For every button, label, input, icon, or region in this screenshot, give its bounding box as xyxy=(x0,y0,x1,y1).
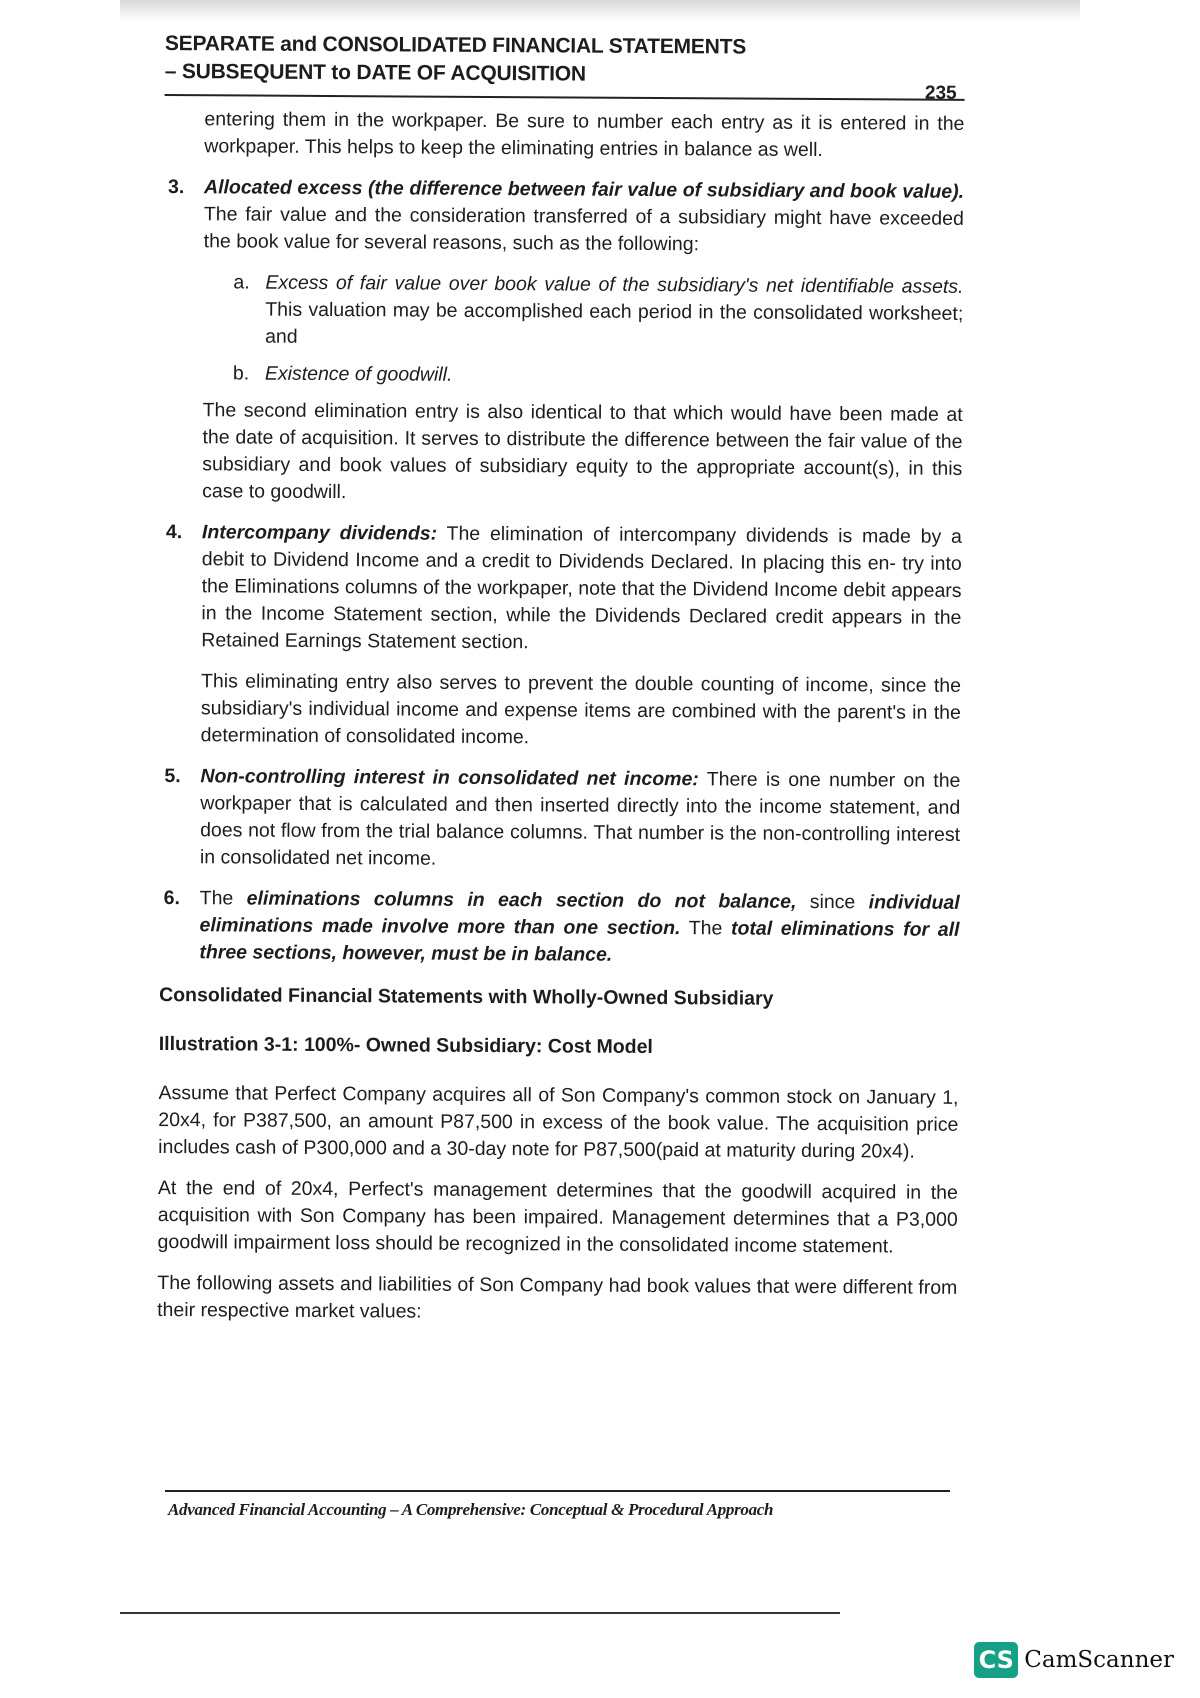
item-6-mid: since xyxy=(809,890,856,914)
item-5-text: There is one number on the workpaper that is calculated and then inserted directly into the income statement, and does not flow from the trial balance columns. That number is the non-controlling interest in consolidated net income. xyxy=(199,768,961,870)
item-4-paragraph xyxy=(201,519,962,659)
chapter-title: SEPARATE and CONSOLIDATED FINANCIAL STATEMENTS xyxy=(164,31,747,59)
illustration-paragraph-2: At the end of 20x4, Perfect's management determines that the goodwill acquired in the acquisition with Son Company has been impaired. Management determines that a P3,000 goodwill impairment loss should be recognized in the consolidated income statement. xyxy=(157,1176,958,1258)
continuation-paragraph: entering them in the workpaper. Be sure to number each entry as it is entered in the workpaper. This helps to keep the eliminating entries in balance as well. xyxy=(204,108,965,162)
footer-divider xyxy=(165,1490,950,1492)
scan-shadow xyxy=(120,0,1080,22)
list-item-4 xyxy=(161,519,962,754)
page-edge-line xyxy=(120,1612,840,1614)
camscanner-logo-icon: CS xyxy=(974,1642,1018,1678)
sub-item-letter: b. xyxy=(232,362,250,385)
item-number: 4. xyxy=(165,521,183,544)
item-4-lead: Intercompany dividends: xyxy=(201,521,438,545)
sub-item-a-text: This valuation may be accomplished each period in the consolidated worksheet; and xyxy=(265,298,964,348)
book-footer: Advanced Financial Accounting – A Comprehensive: Conceptual & Procedural Approach xyxy=(168,1500,774,1519)
item-4-paragraph-2: This eliminating entry also serves to prevent the double counting of income, since the subsidiary's individual income and expense items are combined with the parent's in the determination of consolidated income. xyxy=(200,670,962,749)
item-5-paragraph xyxy=(200,763,961,876)
illustration-paragraph-1: Assume that Perfect Company acquires all of Son Company's common stock on January 1, 20x4, for P387,500, an amount P87,500 in excess of the book value. The acquisition price includes cash of P300,000 and a 30-day note for P87,500(paid at maturity during 20x4). xyxy=(158,1081,959,1163)
list-item-5 xyxy=(160,763,961,876)
item-6-mid-2: The xyxy=(688,917,723,940)
item-6-bold-2: individual eliminations made involve more than one section. xyxy=(199,891,960,940)
sub-item-b xyxy=(203,360,963,392)
sub-item-a xyxy=(203,269,963,355)
illustration-paragraph-3: The following assets and liabilities of Son Company had book values that were different from their respective market values: xyxy=(157,1271,958,1323)
list-item-3 xyxy=(162,174,964,510)
sub-item-letter: a. xyxy=(233,271,250,294)
page-number: 235 xyxy=(924,82,957,104)
item-4-text: The elimination of intercompany dividends is made by a debit to Dividend Income and a credit to Dividends Declared. In placing this en- try into the Eliminations columns of the workpaper, note that the Dividend Income debit appears in the Income Statement section, while the Dividends Declared credit appears in the Retained Earnings Statement section. xyxy=(201,522,962,654)
book-page xyxy=(157,30,965,1343)
sub-item-b-text: Existence of goodwill. xyxy=(264,362,453,386)
item-number: 6. xyxy=(163,887,181,910)
chapter-subtitle: – SUBSEQUENT to DATE OF ACQUISITION xyxy=(164,59,586,86)
page-body xyxy=(157,106,964,1329)
header-divider xyxy=(165,94,965,101)
item-6-bold-3: total eliminations for all three sections, however, must be in balance. xyxy=(199,917,960,966)
sub-item-a-italic: Excess of fair value over book value of the subsidiary's net identifiable assets. xyxy=(265,271,964,298)
item-number: 5. xyxy=(164,765,181,788)
list-item-6 xyxy=(159,885,959,971)
item-5-lead: Non-controlling interest in consolidated net income: xyxy=(200,765,699,791)
section-heading: Consolidated Financial Statements with Wholly-Owned Subsidiary xyxy=(159,983,774,1010)
item-3-paragraph xyxy=(204,174,964,260)
item-3-text: The fair value and the consideration transferred of a subsidiary might have exceeded the book value for several reasons, such as the following: xyxy=(203,203,964,256)
illustration-heading: Illustration 3-1: 100%- Owned Subsidiary: Cost Model xyxy=(158,1032,653,1058)
item-6-paragraph xyxy=(199,885,959,971)
camscanner-name: CamScanner xyxy=(1024,1647,1174,1673)
item-6-pre: The xyxy=(199,887,234,910)
item-3-paragraph-2: The second elimination entry is also identical to that which would have been made at the date of acquisition. It serves to distribute the difference between the fair value of the subsidiary and book values of subsidiary equity to the appropriate account(s), in this case to goodwill. xyxy=(202,399,963,504)
item-3-lead: Allocated excess (the difference between fair value of subsidiary and book value). xyxy=(203,176,965,203)
camscanner-watermark xyxy=(974,1642,1174,1678)
item-6-bold-1: eliminations columns in each section do not balance, xyxy=(246,887,797,913)
item-number: 3. xyxy=(167,176,185,199)
